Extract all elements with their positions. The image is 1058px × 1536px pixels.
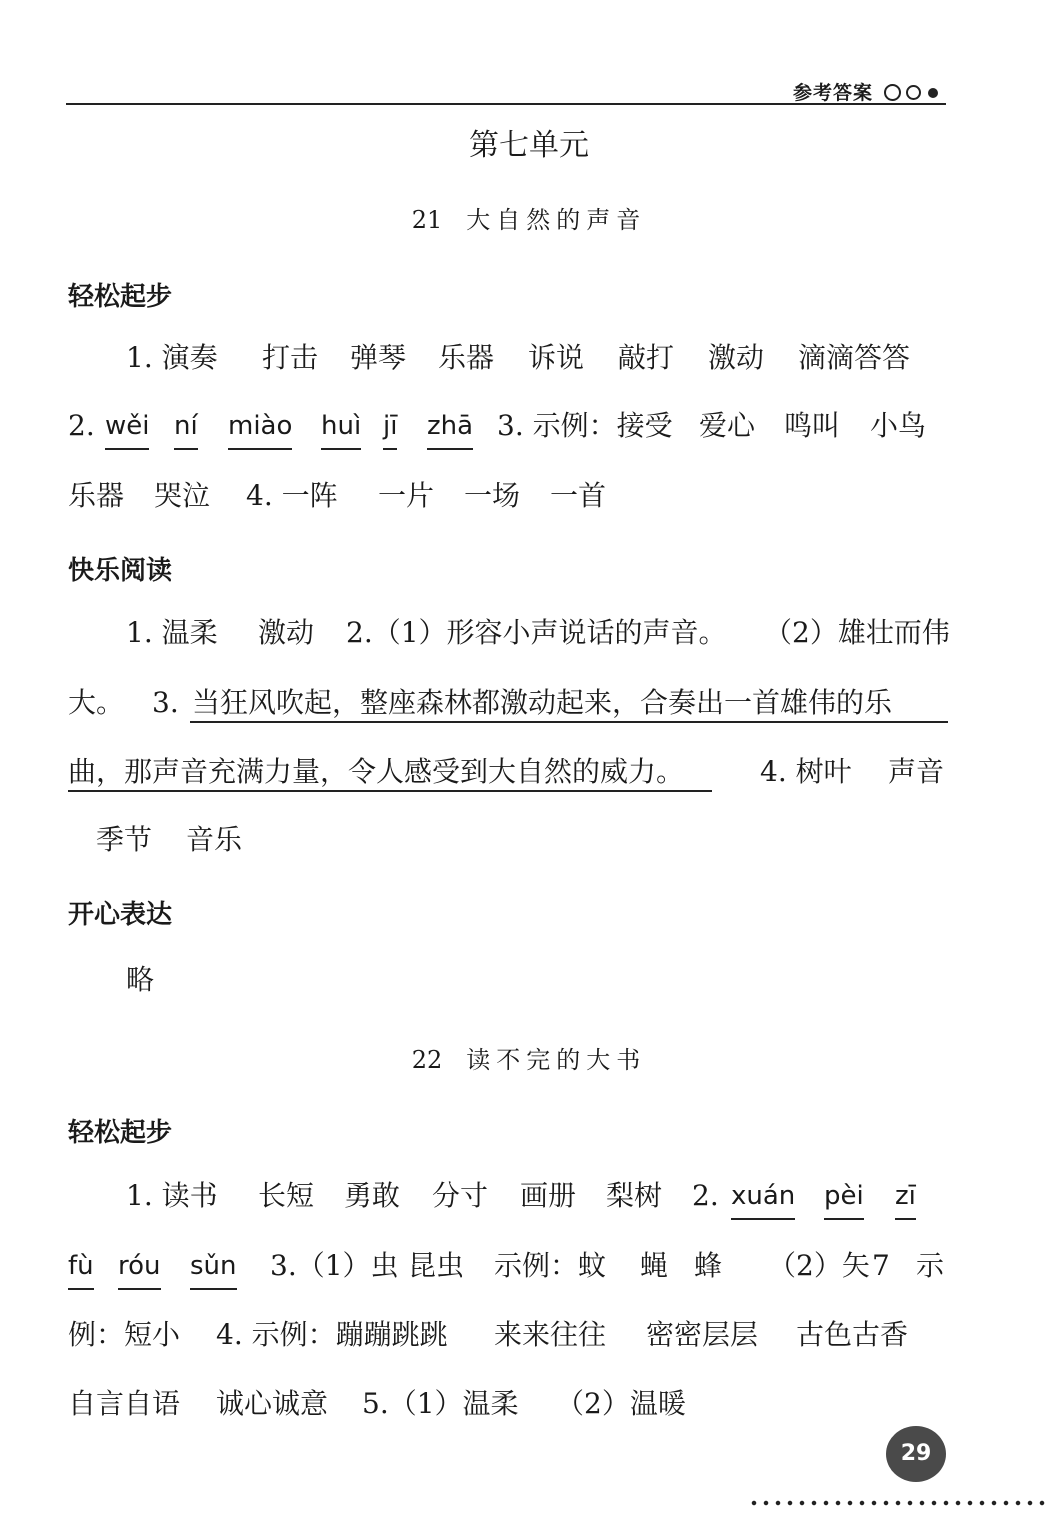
answer-item: 例：短小 [68, 1318, 181, 1351]
answer-item: 3. [152, 686, 179, 719]
header-label: 参考答案 [793, 82, 874, 104]
answer-item: （2）温暖 [556, 1387, 686, 1420]
answer-item: 敲打 [618, 341, 675, 374]
answer-item: 爱心 [699, 409, 756, 442]
pinyin-answer: zī [895, 1176, 916, 1220]
answer-item: 音乐 [186, 823, 243, 856]
answer-item: 弹琴 [350, 341, 407, 374]
answer-item: 一首 [550, 479, 607, 512]
answer-item: 滴滴答答 [798, 341, 911, 374]
answer-item: 1. 温柔 [126, 616, 218, 649]
answer-item: 打击 [262, 341, 319, 374]
answer-item: 7 [872, 1249, 890, 1282]
answer-item: 小鸟 [870, 409, 927, 442]
underlined-answer: 曲，那声音充满力量，令人感受到大自然的威力。 [68, 755, 685, 788]
answer-item: 2. [692, 1179, 719, 1212]
answer-item: 密密层层 [646, 1318, 759, 1351]
pinyin-answer: huì [321, 406, 361, 450]
answer-item: 画册 [520, 1179, 577, 1212]
answer-item: 3.（1）虫 [270, 1249, 399, 1282]
page-number: 29 [886, 1426, 946, 1482]
answer-item: 示 [916, 1249, 945, 1282]
pinyin-answer: jī [383, 406, 397, 450]
answer-item: 略 [126, 963, 155, 996]
answer-item: 乐器 [68, 479, 125, 512]
answer-item: 一片 [378, 479, 435, 512]
section-heading: 轻松起步 [68, 1118, 173, 1148]
footer-dotted-rule [748, 1500, 1048, 1506]
lesson-number: 22 [411, 1046, 443, 1074]
answer-item: 勇敢 [344, 1179, 401, 1212]
answer-item: 声音 [888, 755, 945, 788]
answer-item: 1. 演奏 [126, 341, 218, 374]
section-heading: 开心表达 [68, 900, 173, 930]
answer-item: 4. 示例：蹦蹦跳跳 [216, 1318, 448, 1351]
lesson-21-heading [0, 200, 1058, 235]
answer-item: 激动 [708, 341, 765, 374]
lesson-number: 21 [411, 206, 443, 234]
answer-item: 2. [68, 409, 95, 442]
pinyin-answer: xuán [731, 1176, 795, 1220]
answer-item: 4. 树叶 [760, 755, 852, 788]
pinyin-answer: miào [228, 406, 292, 450]
answer-item: 3. 示例：接受 [497, 409, 673, 442]
pinyin-answer: fù [68, 1246, 94, 1290]
answer-item: 哭泣 [154, 479, 211, 512]
unit-title: 第七单元 [469, 128, 589, 163]
answer-item: 鸣叫 [784, 409, 841, 442]
answer-item: 分寸 [432, 1179, 489, 1212]
answer-underline [68, 790, 712, 792]
lesson-22-heading [0, 1040, 1058, 1075]
answer-item: 来来往往 [494, 1318, 607, 1351]
answer-item: 长短 [258, 1179, 315, 1212]
answer-item: （2）矢 [768, 1249, 870, 1282]
answer-item: 季节 [96, 823, 153, 856]
answer-item: 诚心诚意 [216, 1387, 329, 1420]
section-heading: 轻松起步 [68, 282, 173, 312]
answer-item: 蝇 [640, 1249, 669, 1282]
answer-item: 1. 读书 [126, 1179, 218, 1212]
answer-item: 古色古香 [796, 1318, 909, 1351]
pinyin-answer: wěi [105, 406, 149, 450]
answer-item: （2）雄壮而伟 [764, 616, 950, 649]
answer-item: 乐器 [438, 341, 495, 374]
answer-item: 大。 [68, 686, 125, 719]
pinyin-answer: pèi [824, 1176, 864, 1220]
pinyin-answer: róu [118, 1246, 161, 1290]
answer-item: 示例：蚊 [494, 1249, 607, 1282]
pinyin-answer: zhā [427, 406, 473, 450]
underlined-answer: 当狂风吹起，整座森林都激动起来，合奏出一首雄伟的乐 [192, 686, 893, 719]
pinyin-answer: sǔn [190, 1246, 237, 1290]
pinyin-answer: ní [174, 406, 198, 450]
answer-item: 诉说 [528, 341, 585, 374]
answer-item: 激动 [258, 616, 315, 649]
header-rule [66, 103, 946, 105]
answer-item: 自言自语 [68, 1387, 181, 1420]
answer-item: 4. 一阵 [246, 479, 338, 512]
answer-item: 梨树 [606, 1179, 663, 1212]
answer-item: 蜂 [694, 1249, 723, 1282]
lesson-title: 读不完的大书 [466, 1046, 647, 1074]
answer-underline [190, 721, 948, 723]
section-heading: 快乐阅读 [68, 556, 173, 586]
answer-item: 2.（1）形容小声说话的声音。 [346, 616, 727, 649]
answer-item: 5.（1）温柔 [362, 1387, 519, 1420]
answer-item: 昆虫 [408, 1249, 465, 1282]
answer-item: 一场 [464, 479, 521, 512]
lesson-title: 大自然的声音 [466, 206, 647, 234]
